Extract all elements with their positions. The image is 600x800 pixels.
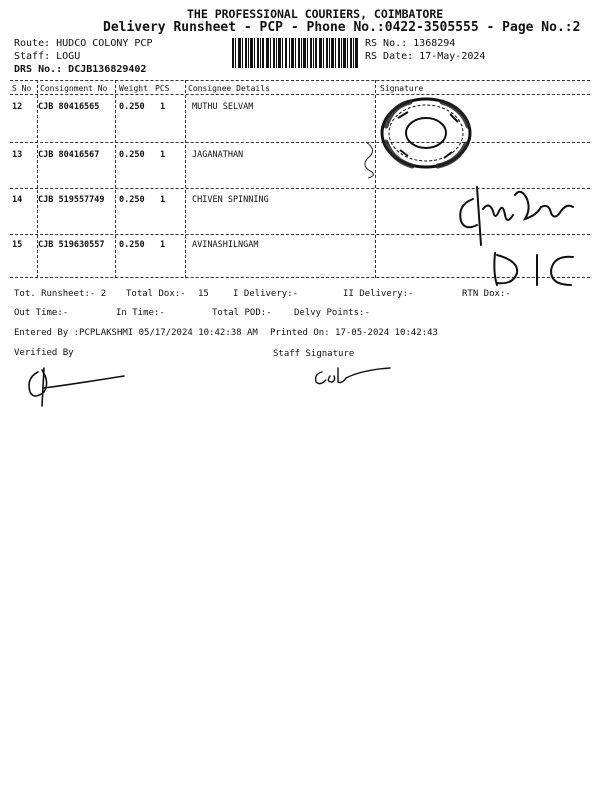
in-time-label: In Time:- [116,308,165,318]
row-consignment: CJB 519630557 [38,240,105,250]
delvy-points-label: Delvy Points:- [294,308,370,318]
total-runsheet: Tot. Runsheet:- 2 [14,289,107,299]
row-sno: 13 [12,150,23,160]
out-time-label: Out Time:- [14,308,69,318]
row-weight: 0.250 [119,195,145,205]
row-weight: 0.250 [119,240,145,250]
staff-signature-icon [312,364,392,388]
verified-by-label: Verified By [14,348,74,358]
staff-label: Staff: LOGU [14,51,81,62]
row-sno: 12 [12,102,23,112]
total-dox-label: Total Dox:- [126,289,186,299]
row-weight: 0.250 [119,102,145,112]
row-pcs: 1 [160,240,166,250]
col-header-consignee: Consignee Details [188,84,270,93]
row-consignee: MUTHU SELVAM [192,102,254,112]
col-header-pcs: PCS [155,84,170,93]
row-consignee: JAGANATHAN [192,150,244,160]
i-delivery-label: I Delivery:- [233,289,299,299]
entered-by: Entered By :PCPLAKSHMI 05/17/2024 10:42:38 AM [14,328,258,338]
rs-number: RS No.: 1368294 [365,38,456,49]
rs-date: RS Date: 17-May-2024 [365,51,486,62]
verifier-signature-icon [24,364,134,410]
ii-delivery-label: II Delivery:- [343,289,414,299]
row-pcs: 1 [160,195,166,205]
barcode-icon [232,38,358,68]
row-pcs: 1 [160,150,166,160]
company-stamp-icon [380,96,472,170]
col-header-consignment: Consignment No [40,84,108,93]
recipient-signature-icon [455,185,590,290]
row-consignee: AVINASHILNGAM [192,240,259,250]
row-consignment: CJB 80416567 [38,150,100,160]
row-sno: 15 [12,240,23,250]
scribble-icon [358,140,382,180]
total-dox-value: 15 [198,289,209,299]
staff-signature-label: Staff Signature [273,349,355,359]
row-pcs: 1 [160,102,166,112]
runsheet-subtitle: Delivery Runsheet - PCP - Phone No.:0422-3505555 - Page No.:2 [103,20,581,35]
col-header-sno: S No [12,84,32,93]
company-title: THE PROFESSIONAL COURIERS, COIMBATORE [187,7,444,21]
route-label: Route: HUDCO COLONY PCP [14,38,153,49]
total-pod-label: Total POD:- [212,308,272,318]
row-consignee: CHIVEN SPINNING [192,195,269,205]
drs-number: DRS No.: DCJB136829402 [14,64,147,75]
col-header-weight: Weight [119,84,148,93]
row-consignment: CJB 519557749 [38,195,105,205]
row-sno: 14 [12,195,23,205]
col-header-signature: Signature [380,84,424,93]
row-weight: 0.250 [119,150,145,160]
row-consignment: CJB 80416565 [38,102,100,112]
printed-on: Printed On: 17-05-2024 10:42:43 [270,328,438,338]
rtn-dox-label: RTN Dox:- [462,289,511,299]
